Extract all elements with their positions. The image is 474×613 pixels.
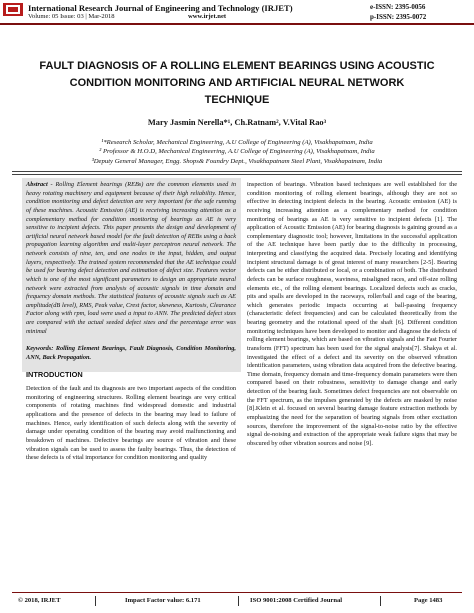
abstract-text: - Rolling Element bearings (REBs) are the common elements used in heavy rotating machinery and equipment because of their high reliability. Hence, condition monitoring and defect detection are very important for the safe running of these machines. Acoustic Emission (AE) is receiving increasing attention as a complementary method for condition monitoring of bearings as AE is very sensitive to incipient defects. This paper presents the design and development of artificial neural network based model for the fault detection of REBs using a back propagation learning algorithm and multi-layer perceptron neural network. The network consists of nine, ten, and one nodes in the input, hidden, and output layers, respectively. The trained system recommended that the AE technique could be used for bearing defect detection and estimation of defect size. Features vector which is one of the most significant parameters to design an appropriate neural network were extracted from analysis of acoustic signals in time domain and frequency domain methods. The statistical features of acoustic signals such as AE amplitude(dB level), RMS, Peak value, Crest factor, skewness, Kurtosis, Clearance Factor along with rpm, load were used a input to ANN. The predicted defect sizes are compared with the actual seeded defect sizes and the percentage error was minimal [26, 181, 236, 335]
title-line: FAULT DIAGNOSIS OF A ROLLING ELEMENT BEARINGS USING ACOUSTIC [39, 60, 435, 72]
p-issn: p-ISSN: 2395-0072 [370, 13, 427, 21]
footer-impact-factor: Impact Factor value: 6.171 [125, 597, 201, 604]
journal-website: www.irjet.net [188, 13, 227, 20]
footer-separator [380, 596, 381, 606]
title-line: CONDITION MONITORING AND ARTIFICIAL NEURAL NETWORK [69, 77, 405, 89]
footer-separator [238, 596, 239, 606]
keywords: Keywords: Rolling Element Bearings, Fault Diagnosis, Condition Monitoring, ANN, Back Propagation. [26, 345, 236, 361]
header-rule [0, 23, 474, 25]
journal-header [0, 0, 474, 22]
irjet-logo [3, 3, 23, 22]
footer-rule [12, 592, 462, 593]
introduction-text: Detection of the fault and its diagnosis are two important aspects of the condition monitoring of engineering structures. Rolling element bearings are very critical components of rotating machines find widespread domestic and industrial applications and the presence of defects in the bearing may lead to failure of machines. Hence, early identification of such defects along with the severity of damage under operating condition of the bearing may avoid malfunctioning and breakdown of machines. Defective bearings are source of vibration and these vibration signals can be used to assess the faulty bearings. Thus, the detection of these defects is of vital importance for condition monitoring and quality [26, 385, 236, 462]
paper-title [10, 58, 464, 109]
affiliation-1: ¹*Research Scholar, Mechanical Engineering, A.U College of Engineering (A), Visakhapatnam, India [101, 139, 373, 146]
footer-copyright: © 2018, IRJET [18, 597, 61, 604]
footer-page: Page 1483 [414, 597, 443, 604]
footer-separator [95, 596, 96, 606]
left-column [26, 181, 236, 463]
journal-name: International Research Journal of Engineering and Technology (IRJET) [28, 3, 293, 13]
footer-iso: ISO 9001:2008 Certified Journal [250, 597, 343, 604]
affiliation-2: ² Professor & H.O.D, Mechanical Engineering, A.U College of Engineering (A), Visakhapatnam, India [99, 148, 375, 156]
affiliations [10, 138, 464, 166]
section-heading-introduction: INTRODUCTION [26, 369, 83, 379]
title-line: TECHNIQUE [204, 94, 270, 106]
divider-top-2 [12, 174, 462, 175]
affiliation-3: ³Deputy General Manager, Engg. Shops& Foundry Dept., Visakhapatnam Steel Plant, Visakhapatnam, India [91, 157, 383, 165]
right-column-text: inspection of bearings. Vibration based techniques are well established for the condition monitoring of rolling element bearings, although they are not so effective in detecting incipient defects in the bearing. Acoustic emission (AE) is receiving increasing attention as a complementary method for condition monitoring of bearings as AE is very sensitive to incipient defects [1]. The application of Acoustic Emission (AE) for bearing diagnosis is gaining ground as a complementary diagnostic tool; however, limitations in the successful application of the AE technique have been partly due to the difficulty in processing, interpreting and classifying the acquired data. Precisely locating and identifying incipient structural damage is of great interest of many researchers [2-5]. Bearing defects can be either distributed or local, or a combination of both. The distributed defects can be surface roughness, waviness, misaligned races, and off-size rolling elements etc., of the rolling element bearings. Localized defects such as cracks, pits and spalls are developed in the raceways, roller/ball and cage of the bearing, which generates periodic impacts occurring at ball-passing frequency (characteristic defect frequencies) and can be calculated theoretically from the bearing geometry and the rotational speed of the shaft [6]. Different condition monitoring techniques have been developed to monitor and diagnose the defects of rolling element bearings, which are based on vibration signals and the Fast Fourier transform (FFT) spectrum has been used for the signal analysis[7]. Shakya et al. investigated the effect of a defect and its severity on the observed vibration identification parameters, using vibration data acquired from the defective bearing. Time domain, frequency domain and time-frequency domain parameters were then compared based on their robustness, sensitivity to damage change and early detection of the bearing fault. Sometimes defect frequencies are not observable on the FFT spectrum, as the impulses generated by the defects are masked by noise [8].Klein et al. focused on several bearing damage feature extraction methods by emphasizing the need for the separation of bearing signals from other excitation sources, therefore the improvement of the signal-to-noise ratio by the effective signal de-noising and extraction of the appropriate weak failure signs that may be obscured by other vibration sources and noise [9]. [247, 181, 457, 447]
right-column [247, 181, 457, 448]
abstract-heading: Abstract [26, 181, 48, 188]
authors: Mary Jasmin Nerella*¹, Ch.Ratnam², V.Vital Rao³ [147, 118, 327, 127]
divider-top [12, 171, 462, 172]
abstract [26, 181, 236, 336]
e-issn: e-ISSN: 2395-0056 [370, 3, 426, 11]
volume-issue: Volume: 05 Issue: 03 | Mar-2018 [28, 13, 115, 20]
